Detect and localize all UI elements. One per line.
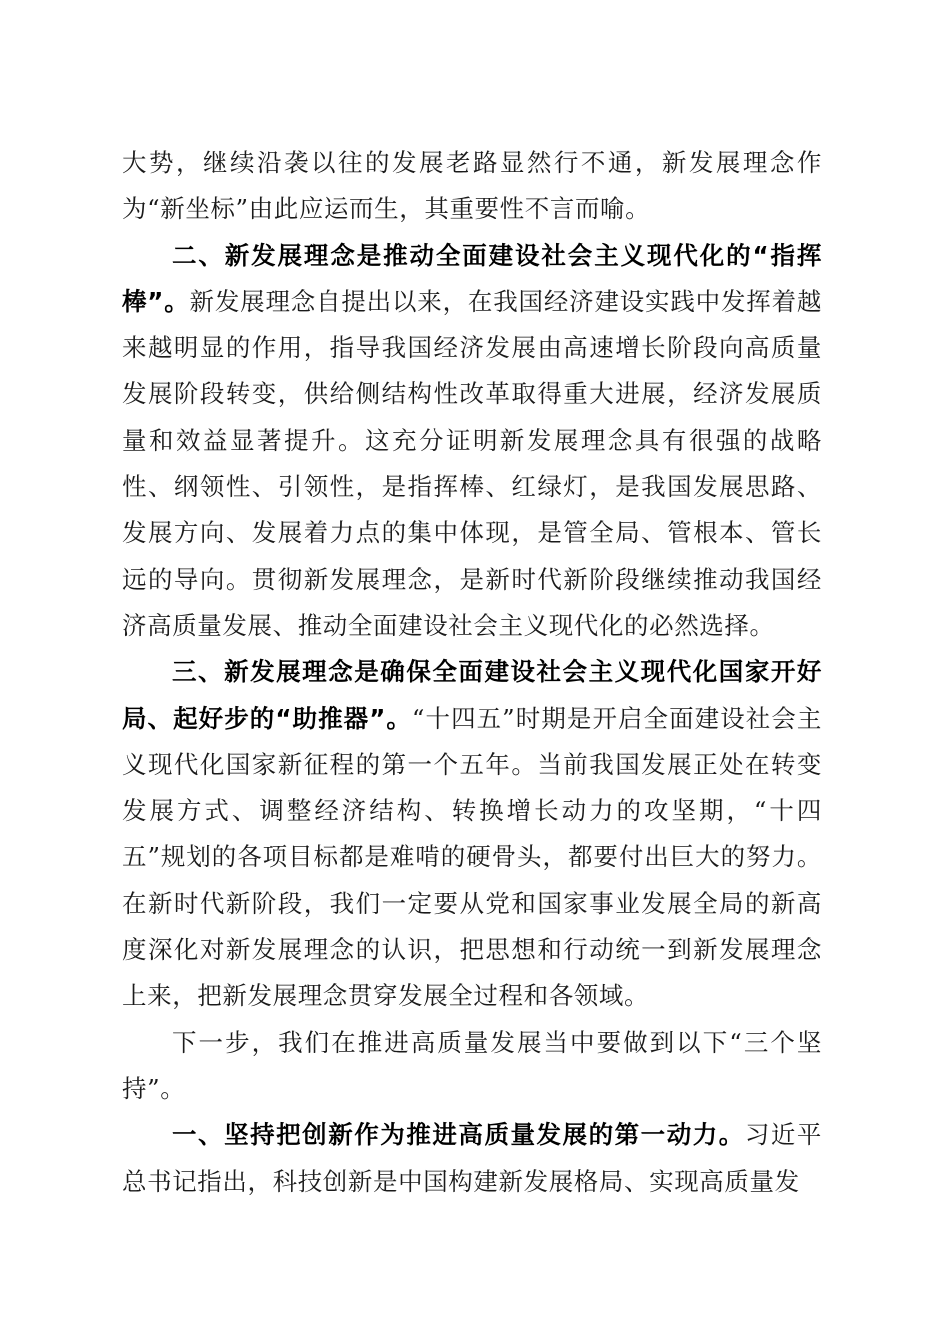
paragraph-next-steps	[122, 1020, 822, 1113]
section-heading: 一、坚持把创新作为推进高质量发展的第一动力。	[172, 1120, 745, 1150]
paragraph-section-2	[122, 233, 822, 650]
section-heading: 三、新发展理念是确保全面建设社会主义现代化国家开好局、起好步的“助推器”。	[122, 657, 822, 733]
paragraph-text: 下一步，我们在推进高质量发展当中要做到以下“三个坚持”。	[122, 1027, 822, 1103]
paragraph-text: “十四五”时期是开启全面建设社会主义现代化国家新征程的第一个五年。当前我国发展正处在转变发展方式、调整经济结构、转换增长动力的攻坚期，“十四五”规划的各项目标都是难啃的硬骨头，都要付出巨大的努力。在新时代新阶段，我们一定要从党和国家事业发展全局的新高度深化对新发展理念的认识，把思想和行动统一到新发展理念上来，把新发展理念贯穿发展全过程和各领域。	[122, 703, 823, 1011]
section-heading: 二、新发展理念是推动全面建设社会主义现代化的“指挥棒”。	[122, 240, 822, 316]
paragraph-text: 习近平总书记指出，科技创新是中国构建新发展格局、实现高质量发	[122, 1120, 822, 1196]
paragraph-section-3	[122, 649, 822, 1019]
paragraph-text: 新发展理念自提出以来，在我国经济建设实践中发挥着越来越明显的作用，指导我国经济发展由高速增长阶段向高质量发展阶段转变，供给侧结构性改革取得重大进展，经济发展质量和效益显著提升。这充分证明新发展理念具有很强的战略性、纲领性、引领性，是指挥棒、红绿灯，是我国发展思路、发展方向、发展着力点的集中体现，是管全局、管根本、管长远的导向。贯彻新发展理念，是新时代新阶段继续推动我国经济高质量发展、推动全面建设社会主义现代化的必然选择。	[122, 286, 823, 640]
paragraph-persist-1	[122, 1112, 822, 1205]
paragraph-continuation	[122, 140, 822, 233]
document-body	[122, 140, 822, 1205]
paragraph-text: 大势，继续沿袭以往的发展老路显然行不通，新发展理念作为“新坐标”由此应运而生，其重要性不言而喻。	[122, 148, 822, 224]
